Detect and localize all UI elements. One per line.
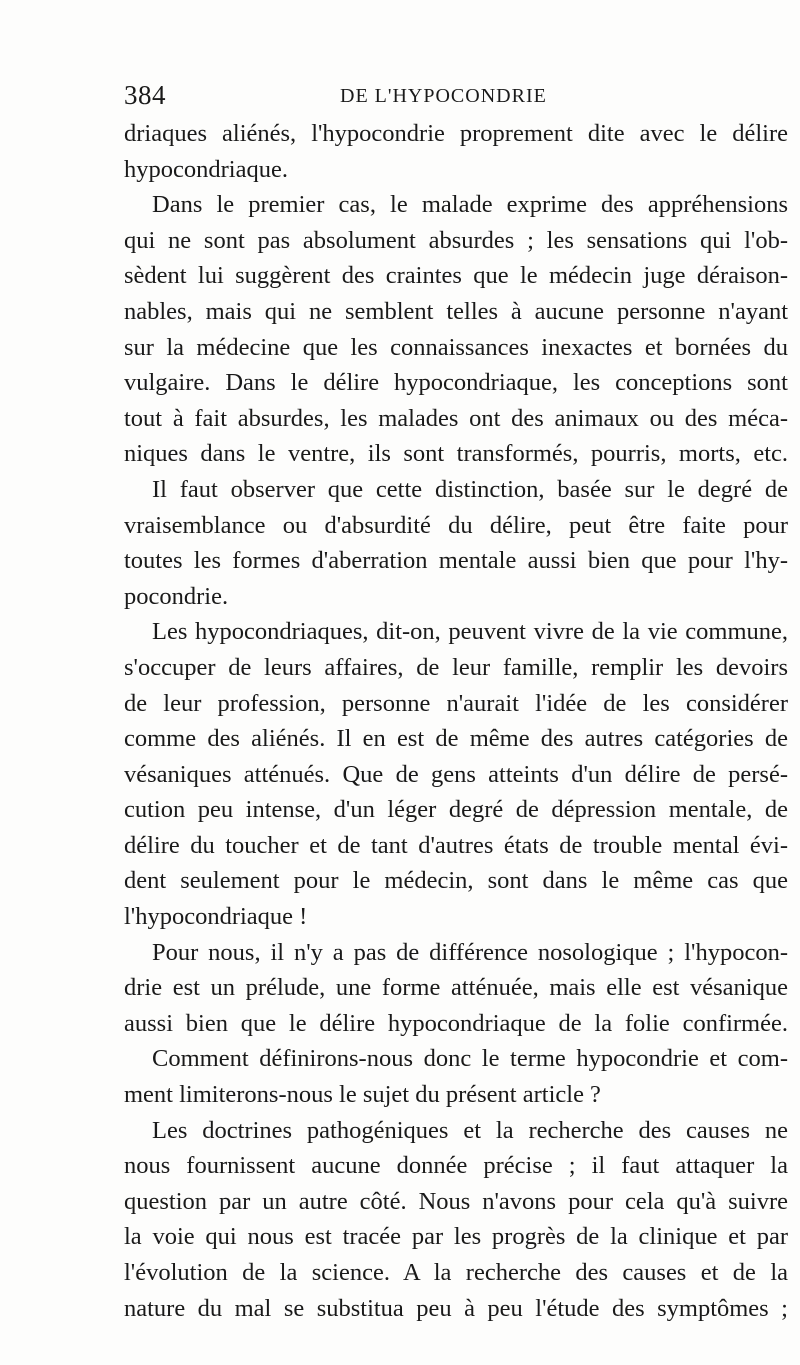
text-line: tout à fait absurdes, les malades ont des animaux ou des méca- xyxy=(124,404,788,432)
text-line: nous fournissent aucune donnée précise ; il faut attaquer la xyxy=(124,1152,788,1180)
text-line: pocondrie. xyxy=(124,582,229,610)
text-line: aussi bien que le délire hypocondriaque de la folie confirmée. xyxy=(124,1009,788,1037)
text-line: Comment définirons-nous donc le terme hypocondrie et com- xyxy=(152,1045,788,1073)
text-line: la voie qui nous est tracée par les progrès de la clinique et par xyxy=(124,1223,788,1251)
text-line: dent seulement pour le médecin, sont dans le même cas que xyxy=(124,867,788,895)
text-line: nature du mal se substitua peu à peu l'étude des symptômes ; xyxy=(124,1294,788,1322)
text-line: vraisemblance ou d'absurdité du délire, peut être faite pour xyxy=(124,511,788,539)
text-line: s'occuper de leurs affaires, de leur famille, remplir les devoirs xyxy=(124,653,788,681)
text-line: drie est un prélude, une forme atténuée, mais elle est vésanique xyxy=(124,974,788,1002)
text-line: sur la médecine que les connaissances inexactes et bornées du xyxy=(124,333,788,361)
text-line: vulgaire. Dans le délire hypocondriaque, les conceptions sont xyxy=(124,369,788,397)
text-line: ment limiterons-nous le sujet du présent article ? xyxy=(124,1081,601,1109)
running-title: DE L'HYPOCONDRIE xyxy=(340,85,547,107)
text-line: question par un autre côté. Nous n'avons pour cela qu'à suivre xyxy=(124,1187,788,1215)
text-line: délire du toucher et de tant d'autres états de trouble mental évi- xyxy=(124,831,788,859)
text-line: Il faut observer que cette distinction, basée sur le degré de xyxy=(152,475,788,503)
text-line: nables, mais qui ne semblent telles à aucune personne n'ayant xyxy=(124,297,788,325)
running-head xyxy=(124,80,788,120)
text-line: cution peu intense, d'un léger degré de dépression mentale, de xyxy=(124,796,788,824)
text-line: driaques aliénés, l'hypocondrie proprement dite avec le délire xyxy=(124,120,788,147)
page-number: 384 xyxy=(124,80,166,110)
text-line: sèdent lui suggèrent des craintes que le médecin juge déraison- xyxy=(124,262,788,290)
body-text xyxy=(124,116,788,1326)
text-line: Les hypocondriaques, dit-on, peuvent vivre de la vie commune, xyxy=(152,618,788,646)
text-line: de leur profession, personne n'aurait l'idée de les considérer xyxy=(124,689,788,717)
text-line: toutes les formes d'aberration mentale aussi bien que pour l'hy- xyxy=(124,547,788,575)
text-line: Dans le premier cas, le malade exprime des appréhensions xyxy=(152,191,788,219)
text-line: vésaniques atténués. Que de gens atteints d'un délire de persé- xyxy=(124,760,788,788)
text-line: comme des aliénés. Il en est de même des autres catégories de xyxy=(124,725,788,753)
text-line: Les doctrines pathogéniques et la recherche des causes ne xyxy=(152,1116,788,1144)
text-line: l'évolution de la science. A la recherche des causes et de la xyxy=(124,1259,788,1286)
text-line: hypocondriaque. xyxy=(124,155,288,183)
text-line: l'hypocondriaque ! xyxy=(124,903,308,931)
text-line: qui ne sont pas absolument absurdes ; les sensations qui l'ob- xyxy=(124,226,788,254)
text-line: niques dans le ventre, ils sont transformés, pourris, morts, etc. xyxy=(124,440,788,468)
text-line: Pour nous, il n'y a pas de différence nosologique ; l'hypocon- xyxy=(152,938,788,966)
